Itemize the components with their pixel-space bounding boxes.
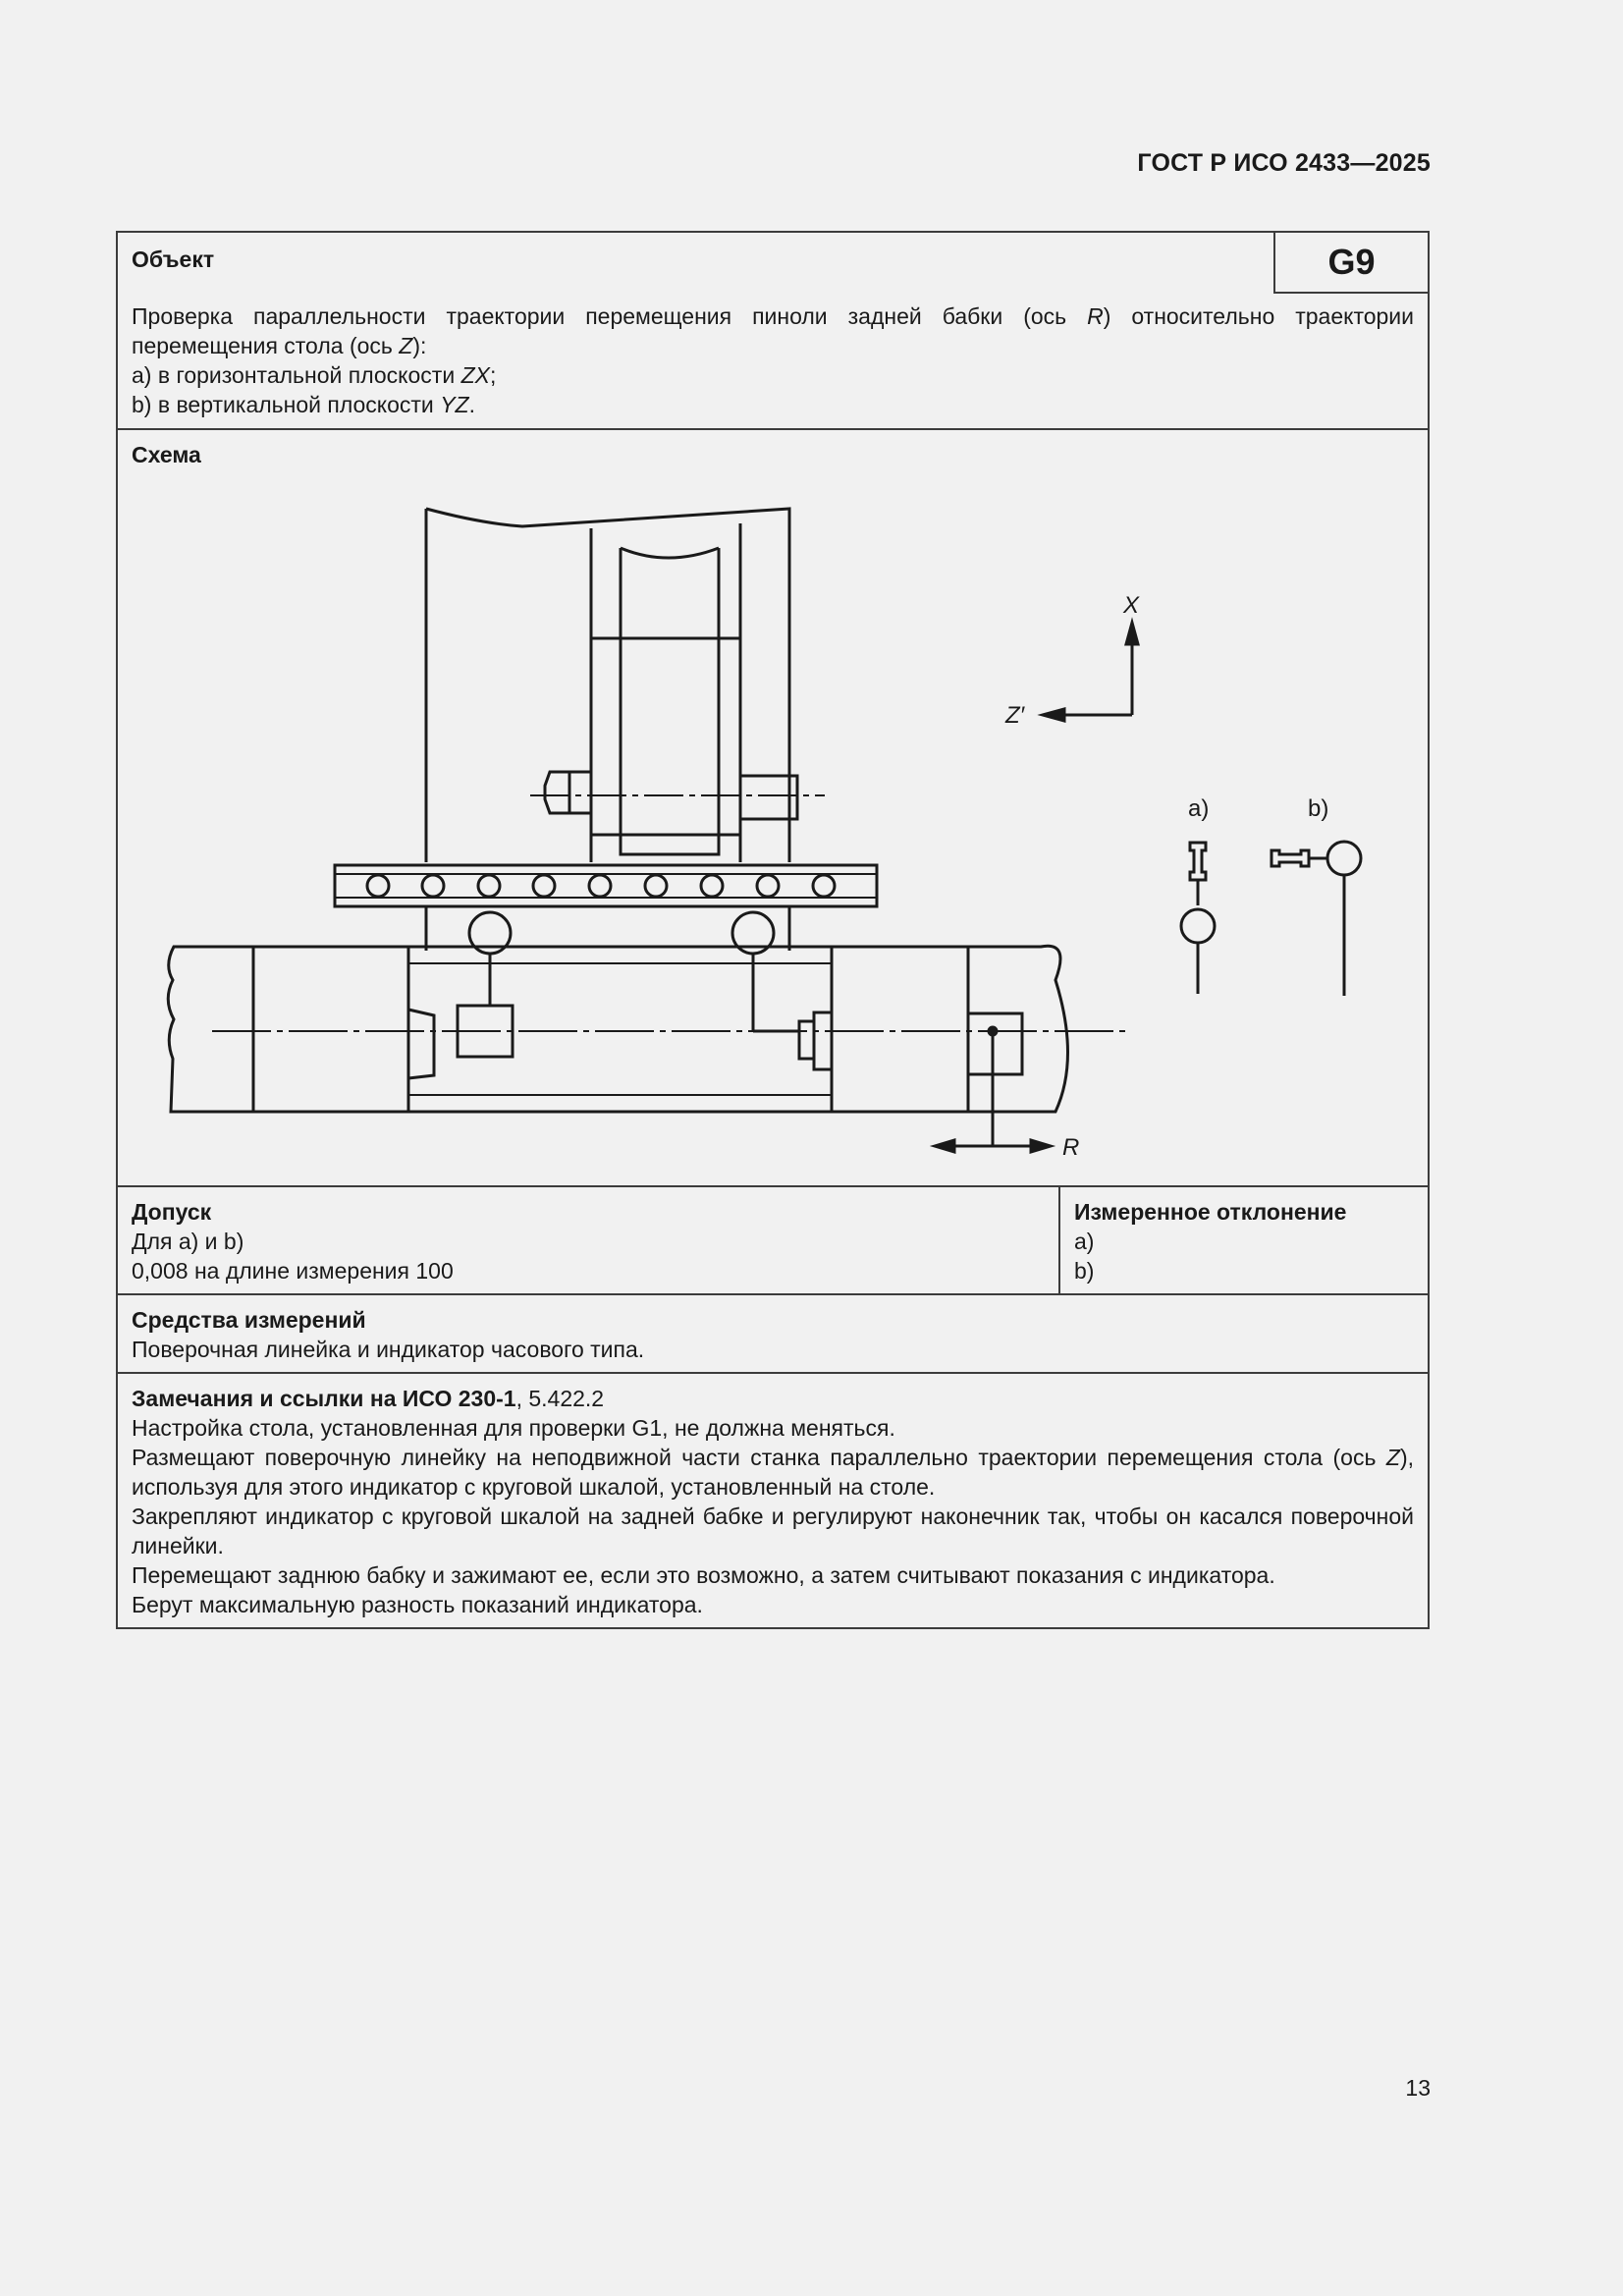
scheme-diagram: [118, 430, 1428, 1185]
machine-bed: [168, 946, 1129, 1147]
tools-text: Поверочная линейка и индикатор часового типа.: [132, 1337, 645, 1362]
axis-z-ref: Z: [399, 333, 413, 358]
tailstock-body: [426, 509, 789, 862]
measured-cell: [1060, 1187, 1428, 1293]
item-b-prefix: b) в вертикальной плоскости: [132, 392, 441, 417]
check-code: G9: [1273, 233, 1428, 294]
item-a-suffix: ;: [489, 362, 497, 388]
notes-paragraph-4: Перемещают заднюю бабку и зажимают ее, если это возможно, а затем считывают показания с индикатора.: [132, 1562, 1275, 1588]
notes-reference: , 5.422.2: [515, 1386, 605, 1411]
item-a-plane: ZX: [460, 362, 490, 388]
tolerance-label: Допуск: [132, 1199, 212, 1225]
measured-line-b: b): [1074, 1258, 1095, 1284]
tools-label: Средства измерений: [132, 1307, 366, 1333]
variant-b-indicator: [1271, 795, 1361, 996]
variant-b-label: b): [1308, 795, 1329, 822]
tolerance-section: [118, 1187, 1428, 1295]
measured-line-a: a): [1074, 1229, 1095, 1254]
scheme-label: Схема: [132, 442, 201, 467]
tools-section: [118, 1295, 1428, 1374]
r-axis-arrow: [935, 1134, 1079, 1161]
item-b-suffix: .: [468, 392, 475, 417]
tolerance-cell: [118, 1187, 1060, 1293]
object-text-3: ):: [412, 333, 427, 358]
notes-heading: [132, 1384, 1414, 1413]
document-code: ГОСТ Р ИСО 2433—2025: [1137, 149, 1431, 177]
tolerance-line-1: Для a) и b): [132, 1229, 244, 1254]
axis-z-label: Z′: [1005, 702, 1025, 729]
axis-r-ref: R: [1087, 303, 1104, 329]
object-section: [118, 233, 1428, 430]
object-text-2: ) относительно траектории перемещения стола (ось: [132, 303, 1414, 358]
object-description: [132, 301, 1414, 419]
object-label: Объект: [132, 246, 215, 272]
notes-paragraph-5: Берут максимальную разность показаний индикатора.: [132, 1592, 703, 1617]
notes-p2-axis: Z: [1385, 1445, 1400, 1470]
check-sheet: [116, 231, 1430, 1629]
page-number: 13: [1405, 2075, 1431, 2101]
object-text-1: Проверка параллельности траектории перемещения пиноли задней бабки (ось: [132, 303, 1088, 329]
coordinate-axes: [1004, 592, 1140, 729]
tailstock-quill: [530, 772, 825, 819]
scheme-section: [118, 430, 1428, 1187]
variant-a-indicator: [1181, 795, 1215, 994]
item-b-plane: YZ: [440, 392, 469, 417]
variant-a-label: a): [1188, 795, 1210, 822]
notes-p2-a: Размещают поверочную линейку на неподвижной части станка параллельно траектории перемещения стола (ось: [132, 1445, 1386, 1470]
axis-r-label: R: [1062, 1134, 1080, 1161]
notes-p2-b: ), используя для этого индикатор с круговой шкалой, установленный на столе.: [132, 1445, 1414, 1500]
measured-label: Измеренное отклонение: [1074, 1199, 1347, 1225]
tolerance-line-2: 0,008 на длине измерения 100: [132, 1258, 454, 1284]
straightedge: [335, 865, 877, 951]
notes-paragraph-2: [132, 1443, 1414, 1502]
axis-x-label: X: [1123, 592, 1140, 619]
notes-paragraph-3: Закрепляют индикатор с круговой шкалой на задней бабке и регулируют наконечник так, чтобы он касался поверочной линейки.: [132, 1503, 1414, 1558]
item-a-prefix: a) в горизонтальной плоскости: [132, 362, 461, 388]
dial-indicators: [469, 912, 799, 1031]
notes-label: Замечания и ссылки на ИСО 230-1: [132, 1386, 516, 1411]
notes-paragraph-1: Настройка стола, установленная для проверки G1, не должна меняться.: [132, 1415, 895, 1441]
notes-section: [118, 1374, 1428, 1627]
